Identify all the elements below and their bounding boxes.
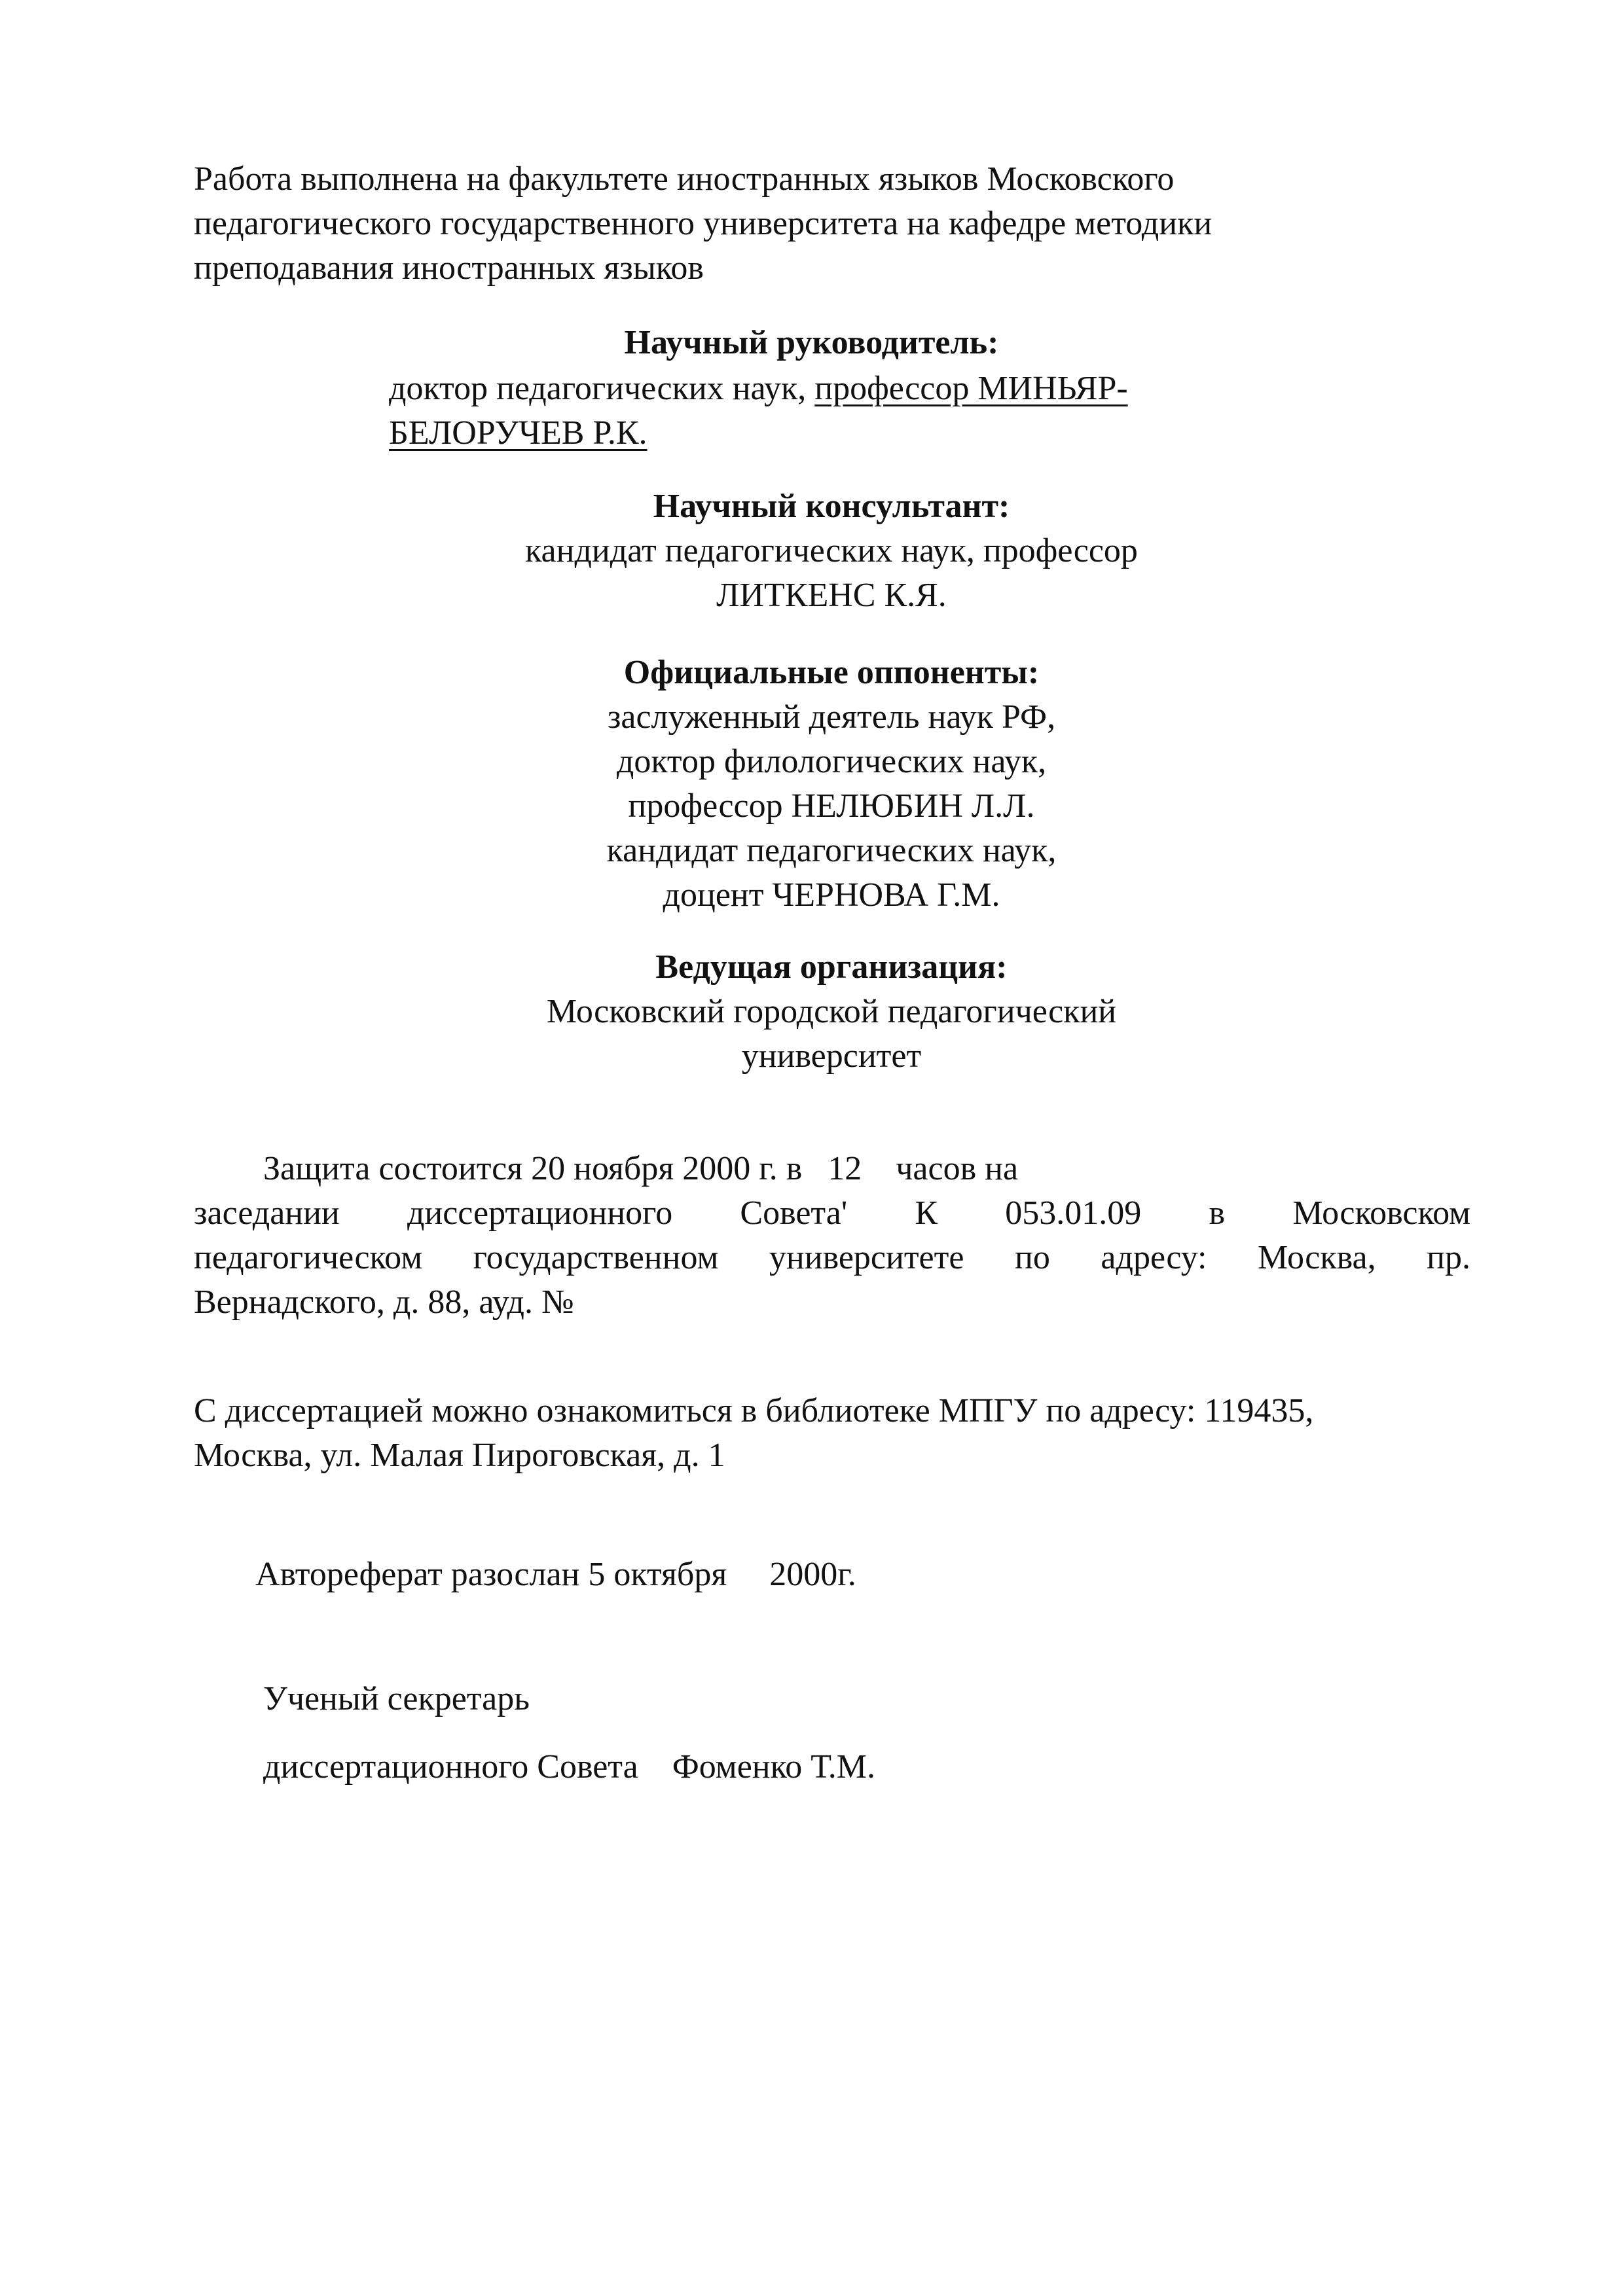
secretary-name: диссертационного Совета Фоменко Т.М. [263, 1748, 876, 1785]
library-paragraph [194, 1389, 1313, 1478]
consultant-line: ЛИТКЕНС К.Я. [716, 577, 947, 614]
defense-line: педагогическом государственном университете по адресу: Москва, пр. [194, 1239, 1470, 1276]
defense-line: заседании диссертационного Совета' К 053.01.09 в Московском [194, 1194, 1470, 1232]
abstract-sent-line [255, 1552, 856, 1597]
organization-line: университет [741, 1037, 922, 1075]
opponents-line: заслуженный деятель наук РФ, [607, 698, 1056, 736]
supervisor-heading: Научный руководитель: [624, 324, 999, 361]
secretary-block [263, 1677, 530, 1721]
defense-line: Вернадского, д. 88, ауд. № [194, 1283, 574, 1321]
intro-paragraph [194, 157, 1212, 291]
organization-heading: Ведущая организация: [655, 948, 1008, 986]
intro-line: преподавания иностранных языков [194, 249, 704, 287]
organization-line: Московский городской педагогический [546, 993, 1117, 1030]
opponents-block [0, 651, 1623, 918]
supervisor-title: доктор педагогических наук, [389, 370, 815, 407]
supervisor-block [389, 367, 1128, 456]
opponents-line: профессор НЕЛЮБИН Л.Л. [628, 787, 1035, 825]
supervisor-name-cont: БЕЛОРУЧЕВ Р.К. [389, 414, 647, 452]
organization-block [0, 945, 1623, 1079]
library-line: С диссертацией можно ознакомиться в библиотеке МПГУ по адресу: 119435, [194, 1392, 1314, 1429]
abstract-sent-text: Автореферат разослан 5 октября 2000г. [255, 1556, 856, 1593]
supervisor-name: профессор МИНЬЯР- [814, 370, 1128, 407]
opponents-heading: Официальные оппоненты: [623, 654, 1040, 691]
defense-paragraph [194, 1147, 1470, 1325]
intro-line: педагогического государственного университета на кафедре методики [194, 205, 1213, 242]
opponents-line: кандидат педагогических наук, [606, 832, 1057, 869]
secretary-signature-line [263, 1745, 875, 1789]
opponents-line: доктор филологических наук, [616, 743, 1047, 780]
library-line: Москва, ул. Малая Пироговская, д. 1 [194, 1437, 725, 1474]
defense-line: Защита состоится 20 ноября 2000 г. в 12 часов на [263, 1150, 1019, 1187]
secretary-title: Ученый секретарь [263, 1680, 530, 1717]
consultant-line: кандидат педагогических наук, профессор [525, 532, 1138, 569]
opponents-line: доцент ЧЕРНОВА Г.М. [663, 876, 1000, 914]
consultant-heading: Научный консультант: [653, 488, 1010, 525]
intro-line: Работа выполнена на факультете иностранных языков Московского [194, 160, 1175, 198]
consultant-block [0, 484, 1623, 618]
